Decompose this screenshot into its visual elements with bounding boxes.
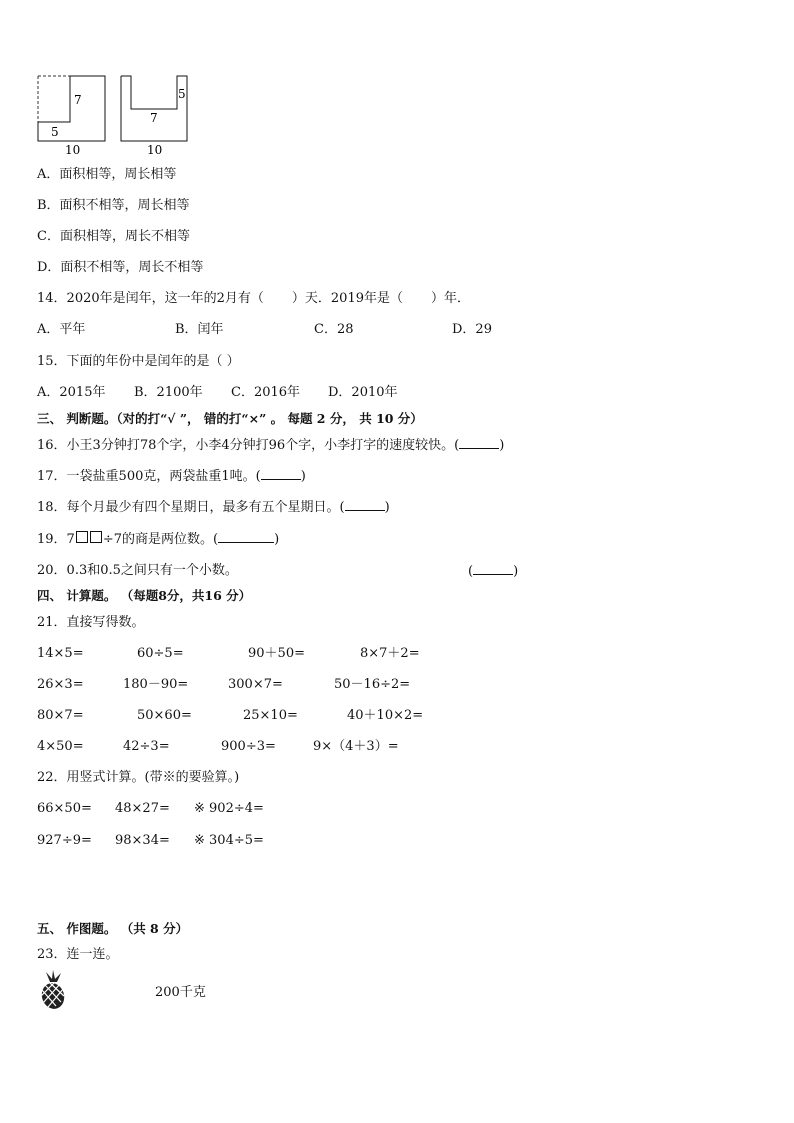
q21-item: 50×60= (137, 708, 192, 723)
q21-item: 14×5= (37, 646, 84, 661)
q21-item: 40＋10×2= (347, 708, 424, 723)
q19-answer-blank[interactable] (218, 530, 274, 543)
q21-item: 900÷3= (221, 739, 276, 754)
fig-left-side-label: 7 (74, 93, 82, 107)
q13-option-c: C．面积相等，周长不相等 (37, 229, 190, 244)
q19-box-1 (76, 531, 88, 543)
q21-item: 50－16÷2= (334, 677, 411, 692)
q18-text: 18．每个月最少有四个星期日，最多有五个星期日。( (37, 500, 345, 515)
q21-item: 26×3= (37, 677, 84, 692)
q13-option-a: A．面积相等，周长相等 (37, 167, 177, 182)
q19-pre: 19．7 (37, 532, 75, 547)
q21-item: 4×50= (37, 739, 84, 754)
fig-right-inner-label: 7 (150, 111, 158, 125)
q20-answer (468, 562, 518, 581)
q21-item: 60÷5= (137, 646, 184, 661)
q13-option-b: B．面积不相等，周长相等 (37, 198, 190, 213)
q14-option-d: D．29 (452, 322, 492, 337)
q21-item: 180－90= (123, 677, 189, 692)
q17-answer-blank[interactable] (261, 467, 301, 480)
q14-question (37, 290, 470, 308)
fig-left-bottom-label: 5 (51, 125, 59, 139)
q20-close: ) (513, 564, 519, 579)
q21-question: 21．直接写得数。 (37, 615, 145, 630)
q21-item: 42÷3= (123, 739, 170, 754)
q19-mid: ÷7的商是两位数。( (102, 532, 219, 547)
q22-item: 66×50= (37, 801, 92, 816)
q23-weight-label: 200千克 (155, 985, 206, 1000)
q18-answer-blank[interactable] (345, 498, 385, 511)
q16-answer-blank[interactable] (459, 436, 499, 449)
q18-close: ) (384, 500, 390, 515)
q23-question: 23．连一连。 (37, 947, 119, 962)
q21-item: 25×10= (243, 708, 298, 723)
q17-close: ) (300, 469, 306, 484)
q13-option-d: D．面积不相等，周长不相等 (37, 260, 204, 275)
q21-item: 80×7= (37, 708, 84, 723)
q22-question: 22．用竖式计算。(带※的要验算。) (37, 770, 240, 785)
q22-item: ※ 902÷4= (194, 801, 264, 816)
rectangle-figure (30, 70, 200, 160)
section-3-heading: 三、 判断题。（对的打“√ ”， 错的打“×” 。 每题 2 分， 共 10 分） (37, 411, 423, 426)
q21-item: 300×7= (228, 677, 283, 692)
q19-close: ) (274, 532, 280, 547)
pineapple-icon (36, 970, 70, 1010)
q22-item: 98×34= (115, 833, 170, 848)
q14-option-c: C．28 (314, 322, 354, 337)
q14-text-b: ）天．2019年是（ (291, 291, 403, 306)
q20-question: 20．0.3和0.5之间只有一个小数。 (37, 563, 238, 578)
q22-item: 48×27= (115, 801, 170, 816)
q14-text-c: ）年． (431, 291, 471, 306)
q18-question (37, 498, 390, 517)
q20-answer-blank[interactable] (473, 562, 513, 575)
q15-option-c: C．2016年 (231, 385, 301, 400)
q16-close: ) (499, 438, 505, 453)
q15-question: 15．下面的年份中是闰年的是（ ） (37, 354, 240, 369)
q22-item: 927÷9= (37, 833, 92, 848)
q21-item: 90＋50= (248, 646, 305, 661)
q14-option-b: B．闰年 (175, 322, 224, 337)
q15-option-a: A．2015年 (37, 385, 106, 400)
q19-question (37, 530, 279, 549)
q19-box-2 (90, 531, 102, 543)
q22-item: ※ 304÷5= (194, 833, 264, 848)
q21-item: 9×（4＋3）= (313, 739, 399, 754)
section-4-heading: 四、 计算题。 （每题8分，共16 分） (37, 588, 252, 603)
fig-right-side-label: 5 (178, 87, 186, 101)
fig-left-width-label: 10 (65, 143, 81, 157)
q21-item: 8×7＋2= (360, 646, 420, 661)
section-5-heading: 五、 作图题。 （共 8 分） (37, 921, 189, 936)
q15-option-d: D．2010年 (328, 385, 398, 400)
q16-text: 16．小王3分钟打78个字，小李4分钟打96个字，小李打字的速度较快。( (37, 438, 460, 453)
q16-question (37, 436, 504, 455)
q15-option-b: B．2100年 (134, 385, 203, 400)
q14-option-a: A．平年 (37, 322, 86, 337)
q14-text-a: 14．2020年是闰年，这一年的2月有（ (37, 291, 264, 306)
q20-open: ( (468, 564, 474, 579)
q17-question (37, 467, 306, 486)
fig-right-width-label: 10 (147, 143, 163, 157)
q17-text: 17．一袋盐重500克，两袋盐重1吨。( (37, 469, 261, 484)
